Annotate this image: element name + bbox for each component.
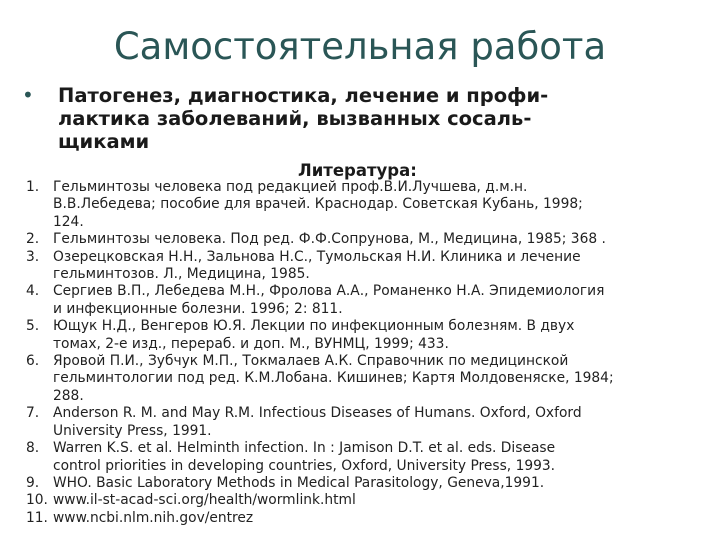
reference-line: Озерецковская Н.Н., Зальнова Н.С., Тумольская Н.И. Клиника и лечение — [53, 248, 581, 265]
reference-item — [26, 179, 706, 231]
reference-item — [26, 318, 706, 353]
reference-number: 10. — [26, 492, 48, 509]
reference-line: 124. — [53, 213, 84, 230]
reference-item — [26, 405, 706, 440]
bullet-icon: • — [22, 83, 34, 107]
reference-number: 11. — [26, 509, 48, 526]
reference-number: 7. — [26, 405, 40, 422]
reference-item — [26, 440, 706, 475]
reference-line: В.В.Лебедева; пособие для врачей. Краснодар. Советская Кубань, 1998; — [53, 196, 583, 213]
slide-title: Самостоятельная работа — [113, 25, 607, 68]
reference-line: и инфекционные болезни. 1996; 2: 811. — [53, 300, 343, 317]
reference-line: Сергиев В.П., Лебедева М.Н., Фролова А.А., Романенко Н.А. Эпидемиология — [53, 283, 605, 300]
reference-number: 4. — [26, 283, 40, 300]
topic-line: лактика заболеваний, вызванных сосаль- — [58, 107, 532, 130]
reference-item — [26, 475, 706, 492]
reference-line: control priorities in developing countries, Oxford, University Press, 1993. — [53, 457, 556, 474]
topic-line: Патогенез, диагностика, лечение и профи- — [58, 84, 549, 107]
reference-item — [26, 231, 706, 248]
reference-item — [26, 492, 706, 509]
topic-bullet-item — [22, 84, 702, 153]
reference-line: томах, 2-е изд., перераб. и доп. М., ВУНМЦ, 1999; 433. — [53, 335, 449, 352]
reference-number: 5. — [26, 318, 40, 335]
reference-line: Ющук Н.Д., Венгеров Ю.Я. Лекции по инфекционным болезням. В двух — [53, 318, 575, 335]
reference-number: 8. — [26, 440, 40, 457]
reference-line: Яровой П.И., Зубчук М.П., Токмалаев А.К. Справочник по медицинской — [53, 353, 569, 370]
reference-line: www.ncbi.nlm.nih.gov/entrez — [53, 509, 254, 526]
reference-number: 1. — [26, 179, 40, 195]
reference-list — [26, 179, 706, 527]
topic-line: щиками — [58, 130, 150, 153]
reference-number: 6. — [26, 353, 40, 370]
reference-line: University Press, 1991. — [53, 422, 212, 439]
reference-line: Гельминтозы человека. Под ред. Ф.Ф.Сопрунова, М., Медицина, 1985; 368 . — [53, 231, 606, 248]
reference-number: 9. — [26, 474, 40, 491]
reference-item — [26, 283, 706, 318]
literature-heading: Литература: — [298, 161, 417, 180]
reference-line: Anderson R. M. and May R.M. Infectious Diseases of Humans. Oxford, Oxford — [53, 405, 582, 422]
reference-line: Warren K.S. et al. Helminth infection. In : Jamison D.T. et al. eds. Disease — [53, 440, 556, 457]
reference-line: 288. — [53, 387, 84, 404]
reference-item — [26, 510, 706, 527]
reference-line: www.il-st-acad-sci.org/health/wormlink.html — [53, 492, 356, 509]
reference-item — [26, 353, 706, 405]
reference-number: 3. — [26, 248, 40, 265]
reference-line: гельминтозов. Л., Медицина, 1985. — [53, 266, 310, 283]
reference-line: Гельминтозы человека под редакцией проф.В.И.Лучшева, д.м.н. — [53, 179, 528, 195]
reference-item — [26, 249, 706, 284]
reference-line: WHO. Basic Laboratory Methods in Medical Parasitology, Geneva,1991. — [53, 474, 545, 491]
topic-text — [58, 84, 658, 153]
reference-line: гельминтологии под ред. К.М.Лобана. Кишинев; Картя Молдовеняске, 1984; — [53, 370, 614, 387]
reference-number: 2. — [26, 231, 40, 248]
